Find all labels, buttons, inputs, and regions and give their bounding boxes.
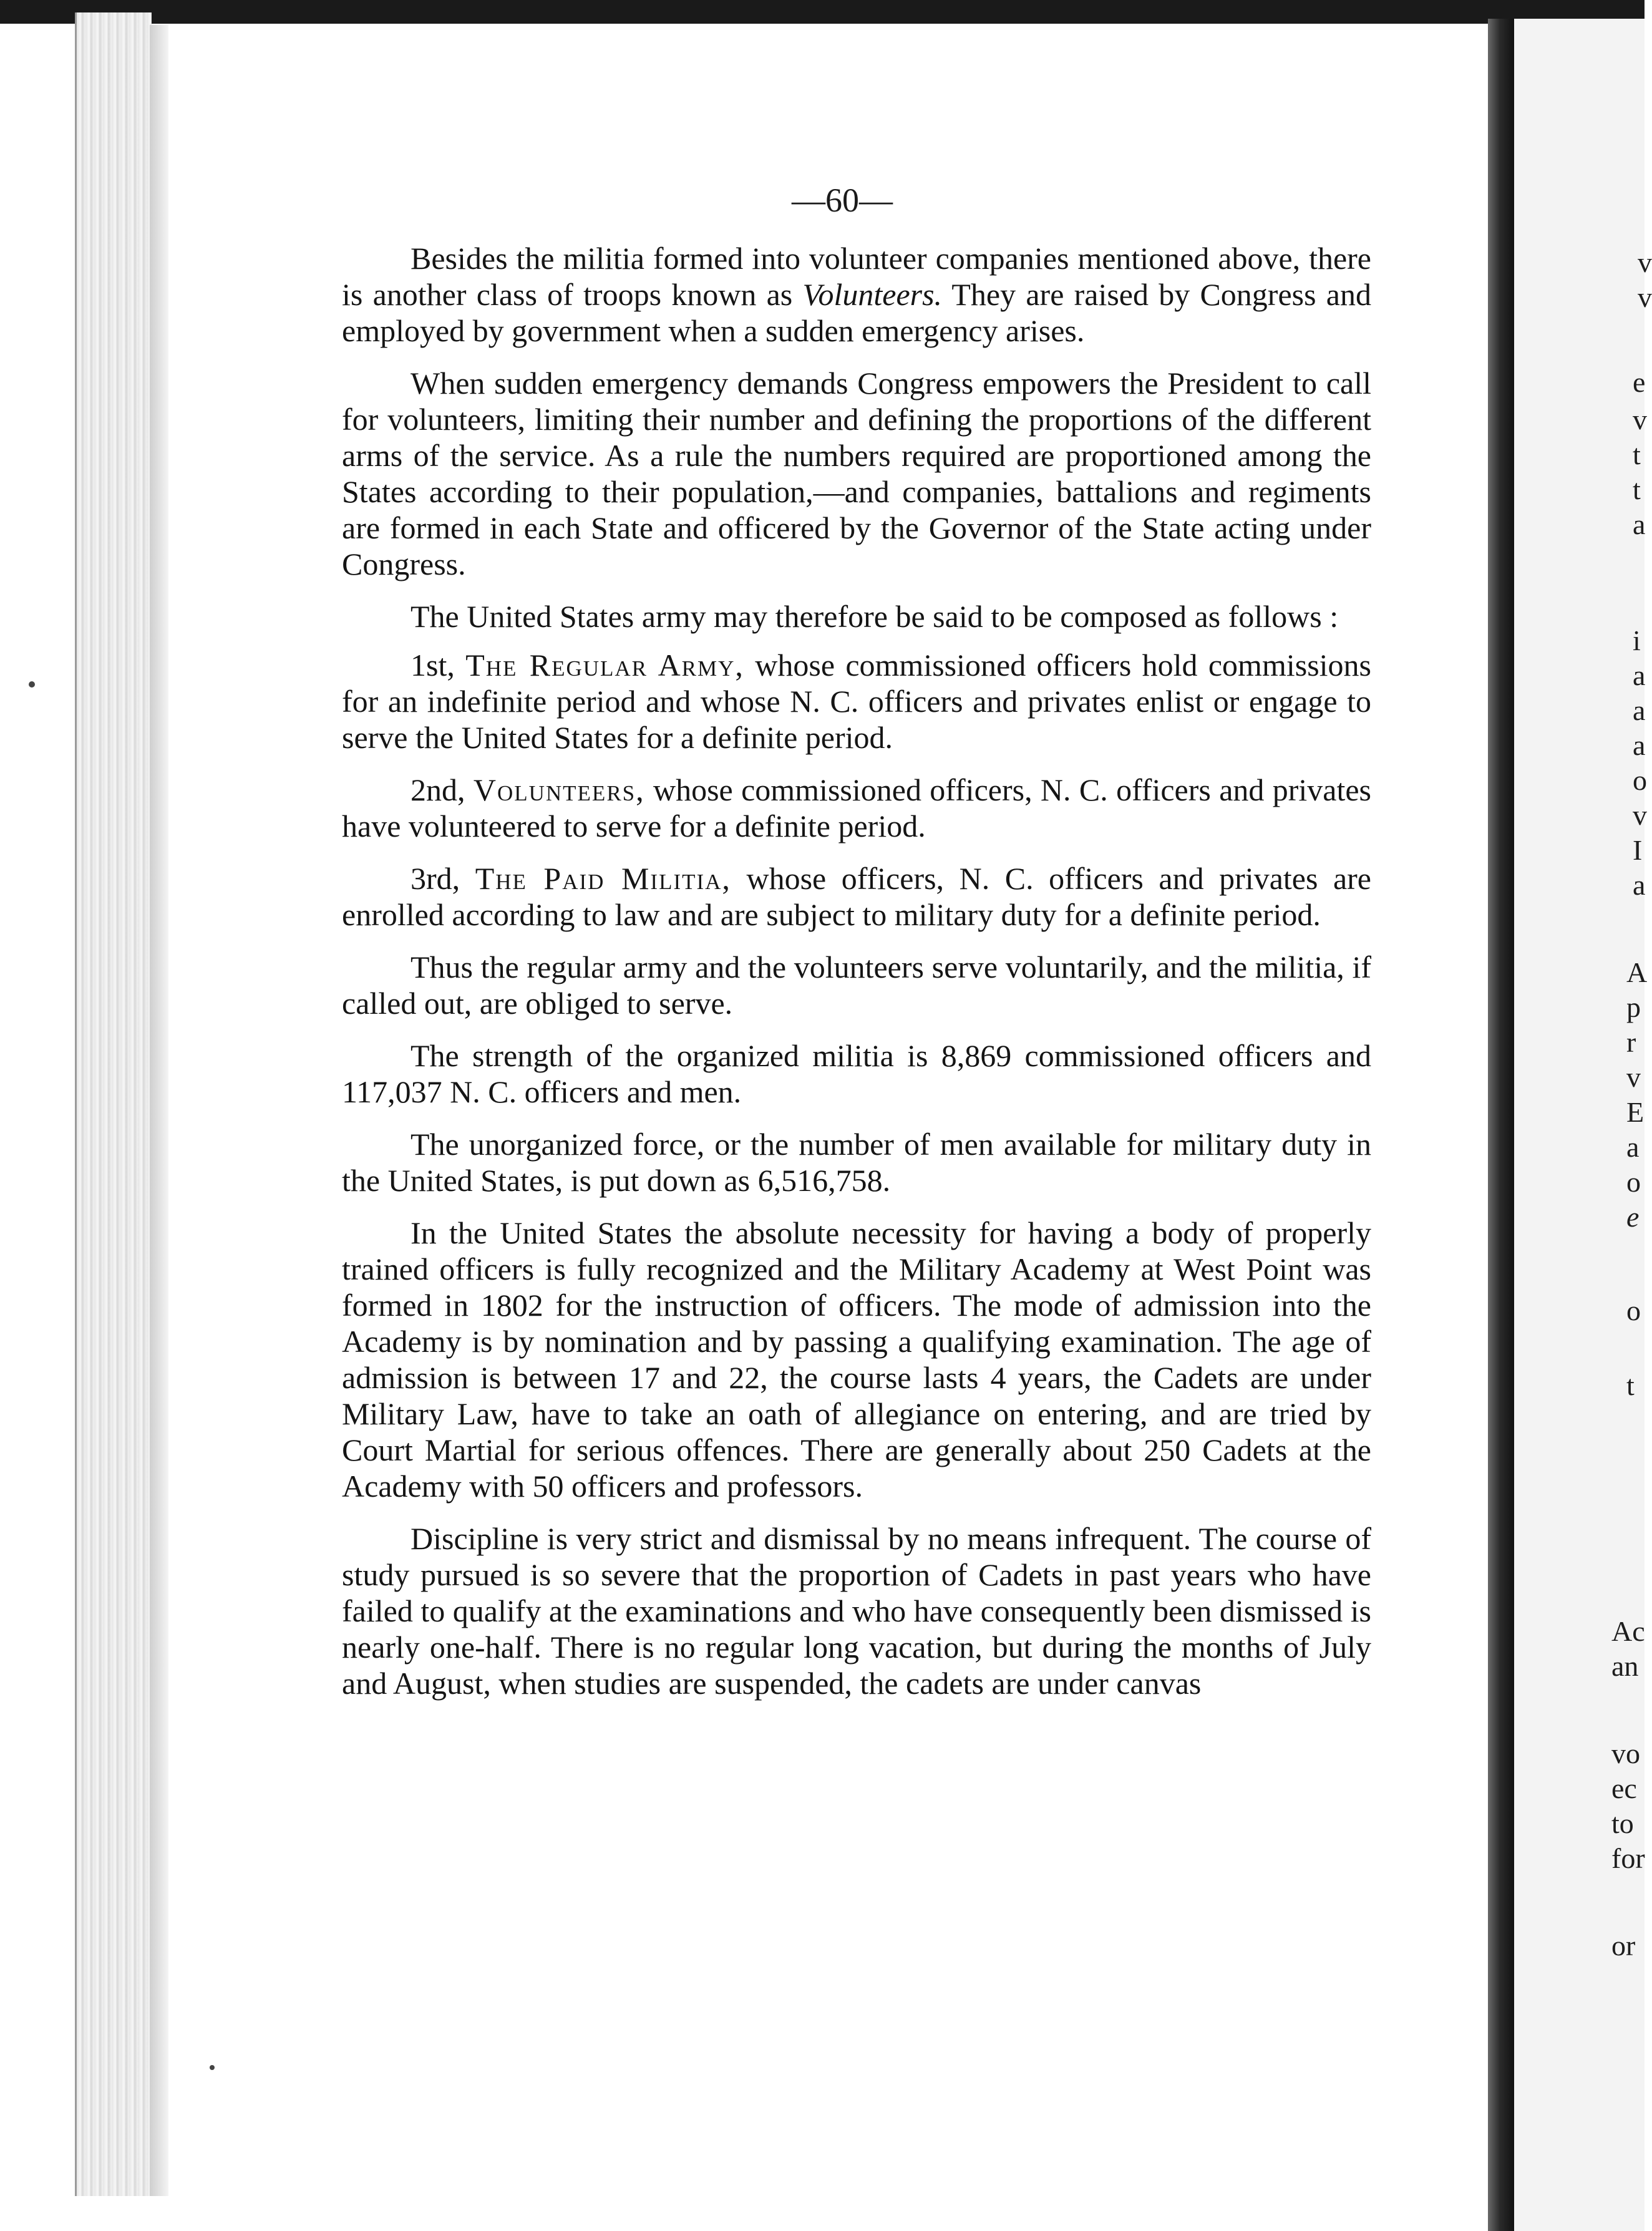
adjacent-page-fragment: an [1611, 1650, 1639, 1682]
adjacent-page-fragment: for [1611, 1842, 1645, 1874]
adjacent-page-fragment: v [1638, 246, 1652, 278]
adjacent-page-fragment: t [1633, 439, 1641, 470]
adjacent-page-fragment: to [1611, 1807, 1634, 1839]
paragraph-service: Thus the regular army and the volunteers serve voluntarily, and the militia, if called out, are obliged to serve. [342, 950, 1371, 1021]
adjacent-page-fragment: t [1626, 1369, 1635, 1401]
adjacent-page-fragment: a [1633, 869, 1646, 901]
scan-speck [29, 681, 35, 688]
adjacent-page-fragment: vo [1611, 1738, 1640, 1769]
adjacent-page-fragment: Ac [1611, 1615, 1645, 1647]
page-left-shadow [150, 25, 168, 2196]
adjacent-page-fragment: v [1633, 404, 1647, 435]
paragraph-army-composition: The United States army may therefore be said to be composed as follows : [411, 599, 1339, 634]
adjacent-page-fragment: a [1633, 729, 1646, 761]
adjacent-page-fragment: r [1626, 1026, 1636, 1058]
adjacent-page-fragment: or [1611, 1930, 1636, 1961]
paragraph-paid-militia: 3rd, The Paid Militia, whose officers, N. C. officers and privates are enrolled according to law and are subject to military duty for a definite period. [342, 861, 1371, 932]
adjacent-page-fragment: a [1626, 1131, 1640, 1163]
adjacent-page-fragment: v [1633, 799, 1647, 831]
paragraph-volunteers: 2nd, Volunteers, whose commissioned officers, N. C. officers and privates have volunteered to serve for a definite period. [342, 772, 1372, 843]
adjacent-page-fragment: o [1633, 764, 1647, 796]
adjacent-page-fragment: p [1626, 991, 1641, 1023]
adjacent-page-fragment: o [1626, 1295, 1641, 1326]
adjacent-page-fragment: i [1633, 625, 1641, 656]
adjacent-page-fragment: v [1638, 281, 1652, 313]
scan-top-border [0, 0, 1645, 24]
adjacent-page-fragment: a [1633, 508, 1646, 540]
scan-speck [210, 2065, 215, 2070]
page-number: —60— [792, 182, 893, 219]
body-text [342, 240, 1371, 1718]
book-gutter [1488, 19, 1514, 2231]
small-caps-heading: The Paid Militia, [475, 861, 731, 896]
paragraph-volunteers-intro: Besides the militia formed into volunteer companies mentioned above, there is another class of troops known as Volunteers. They are raised by Congress and employed by government when a sudden emergency arises. [342, 241, 1371, 348]
adjacent-page-fragment: I [1633, 834, 1643, 866]
adjacent-page [1514, 19, 1652, 2231]
paragraph-discipline: Discipline is very strict and dismissal by no means infrequent. The course of study pursued is so severe that the proportion of Cadets in past years who have failed to qualify at the examinations and who have consequently been dismissed is nearly one-half. There is no regular long vacation, but during the months of July and August, when studies are suspended, the cadets are under canvas [342, 1521, 1371, 1701]
adjacent-page-fragment: E [1626, 1096, 1645, 1128]
paragraph-regular-army: 1st, The Regular Army, whose commissioned officers hold commissions for an indefinite period and whose N. C. officers and privates enlist or engage to serve the United States for a definite period. [342, 648, 1371, 755]
adjacent-page-fragment: a [1633, 694, 1646, 726]
paragraph-unorganized-force: The unorganized force, or the number of men available for military duty in the United States, is put down as 6,516,758. [342, 1127, 1371, 1198]
adjacent-page-fragment: t [1633, 474, 1641, 505]
adjacent-page-fragment: ec [1611, 1772, 1637, 1804]
paragraph-west-point: In the United States the absolute necessity for having a body of properly trained officers is fully recognized and the Military Academy at West Point was formed in 1802 for the instruction of officers. The mode of admission into the Academy is by nomination and by passing a qualifying examination. The age of admission is between 17 and 22, the course lasts 4 years, the Cadets are under Military Law, have to take an oath of allegiance on entering, and are tried by Court Martial for serious offences. There are generally about 250 Cadets at the Academy with 50 officers and professors. [342, 1215, 1371, 1504]
page-stack-edges [75, 12, 152, 2196]
italic-term: Volunteers. [802, 277, 943, 312]
small-caps-heading: The Regular Army, [465, 648, 744, 683]
adjacent-page-fragment: A [1626, 956, 1648, 988]
adjacent-page-fragment: a [1633, 659, 1646, 691]
adjacent-page-fragment: o [1626, 1166, 1641, 1198]
adjacent-page-fragment: e [1626, 1201, 1640, 1233]
adjacent-page-fragment: v [1626, 1061, 1641, 1093]
paragraph-militia-strength: The strength of the organized militia is 8,869 commissioned officers and 117,037 N. C. officers and men. [342, 1038, 1371, 1109]
paragraph-emergency: When sudden emergency demands Congress empowers the President to call for volunteers, limiting their number and defining the proportions of the different arms of the service. As a rule the numbers required are proportioned among the States according to their population,—and companies, battalions and regiments are formed in each State and officered by the Governor of the State acting under Congress. [342, 366, 1371, 581]
adjacent-page-fragment: e [1633, 366, 1646, 398]
small-caps-heading: Volunteers, [473, 772, 645, 807]
